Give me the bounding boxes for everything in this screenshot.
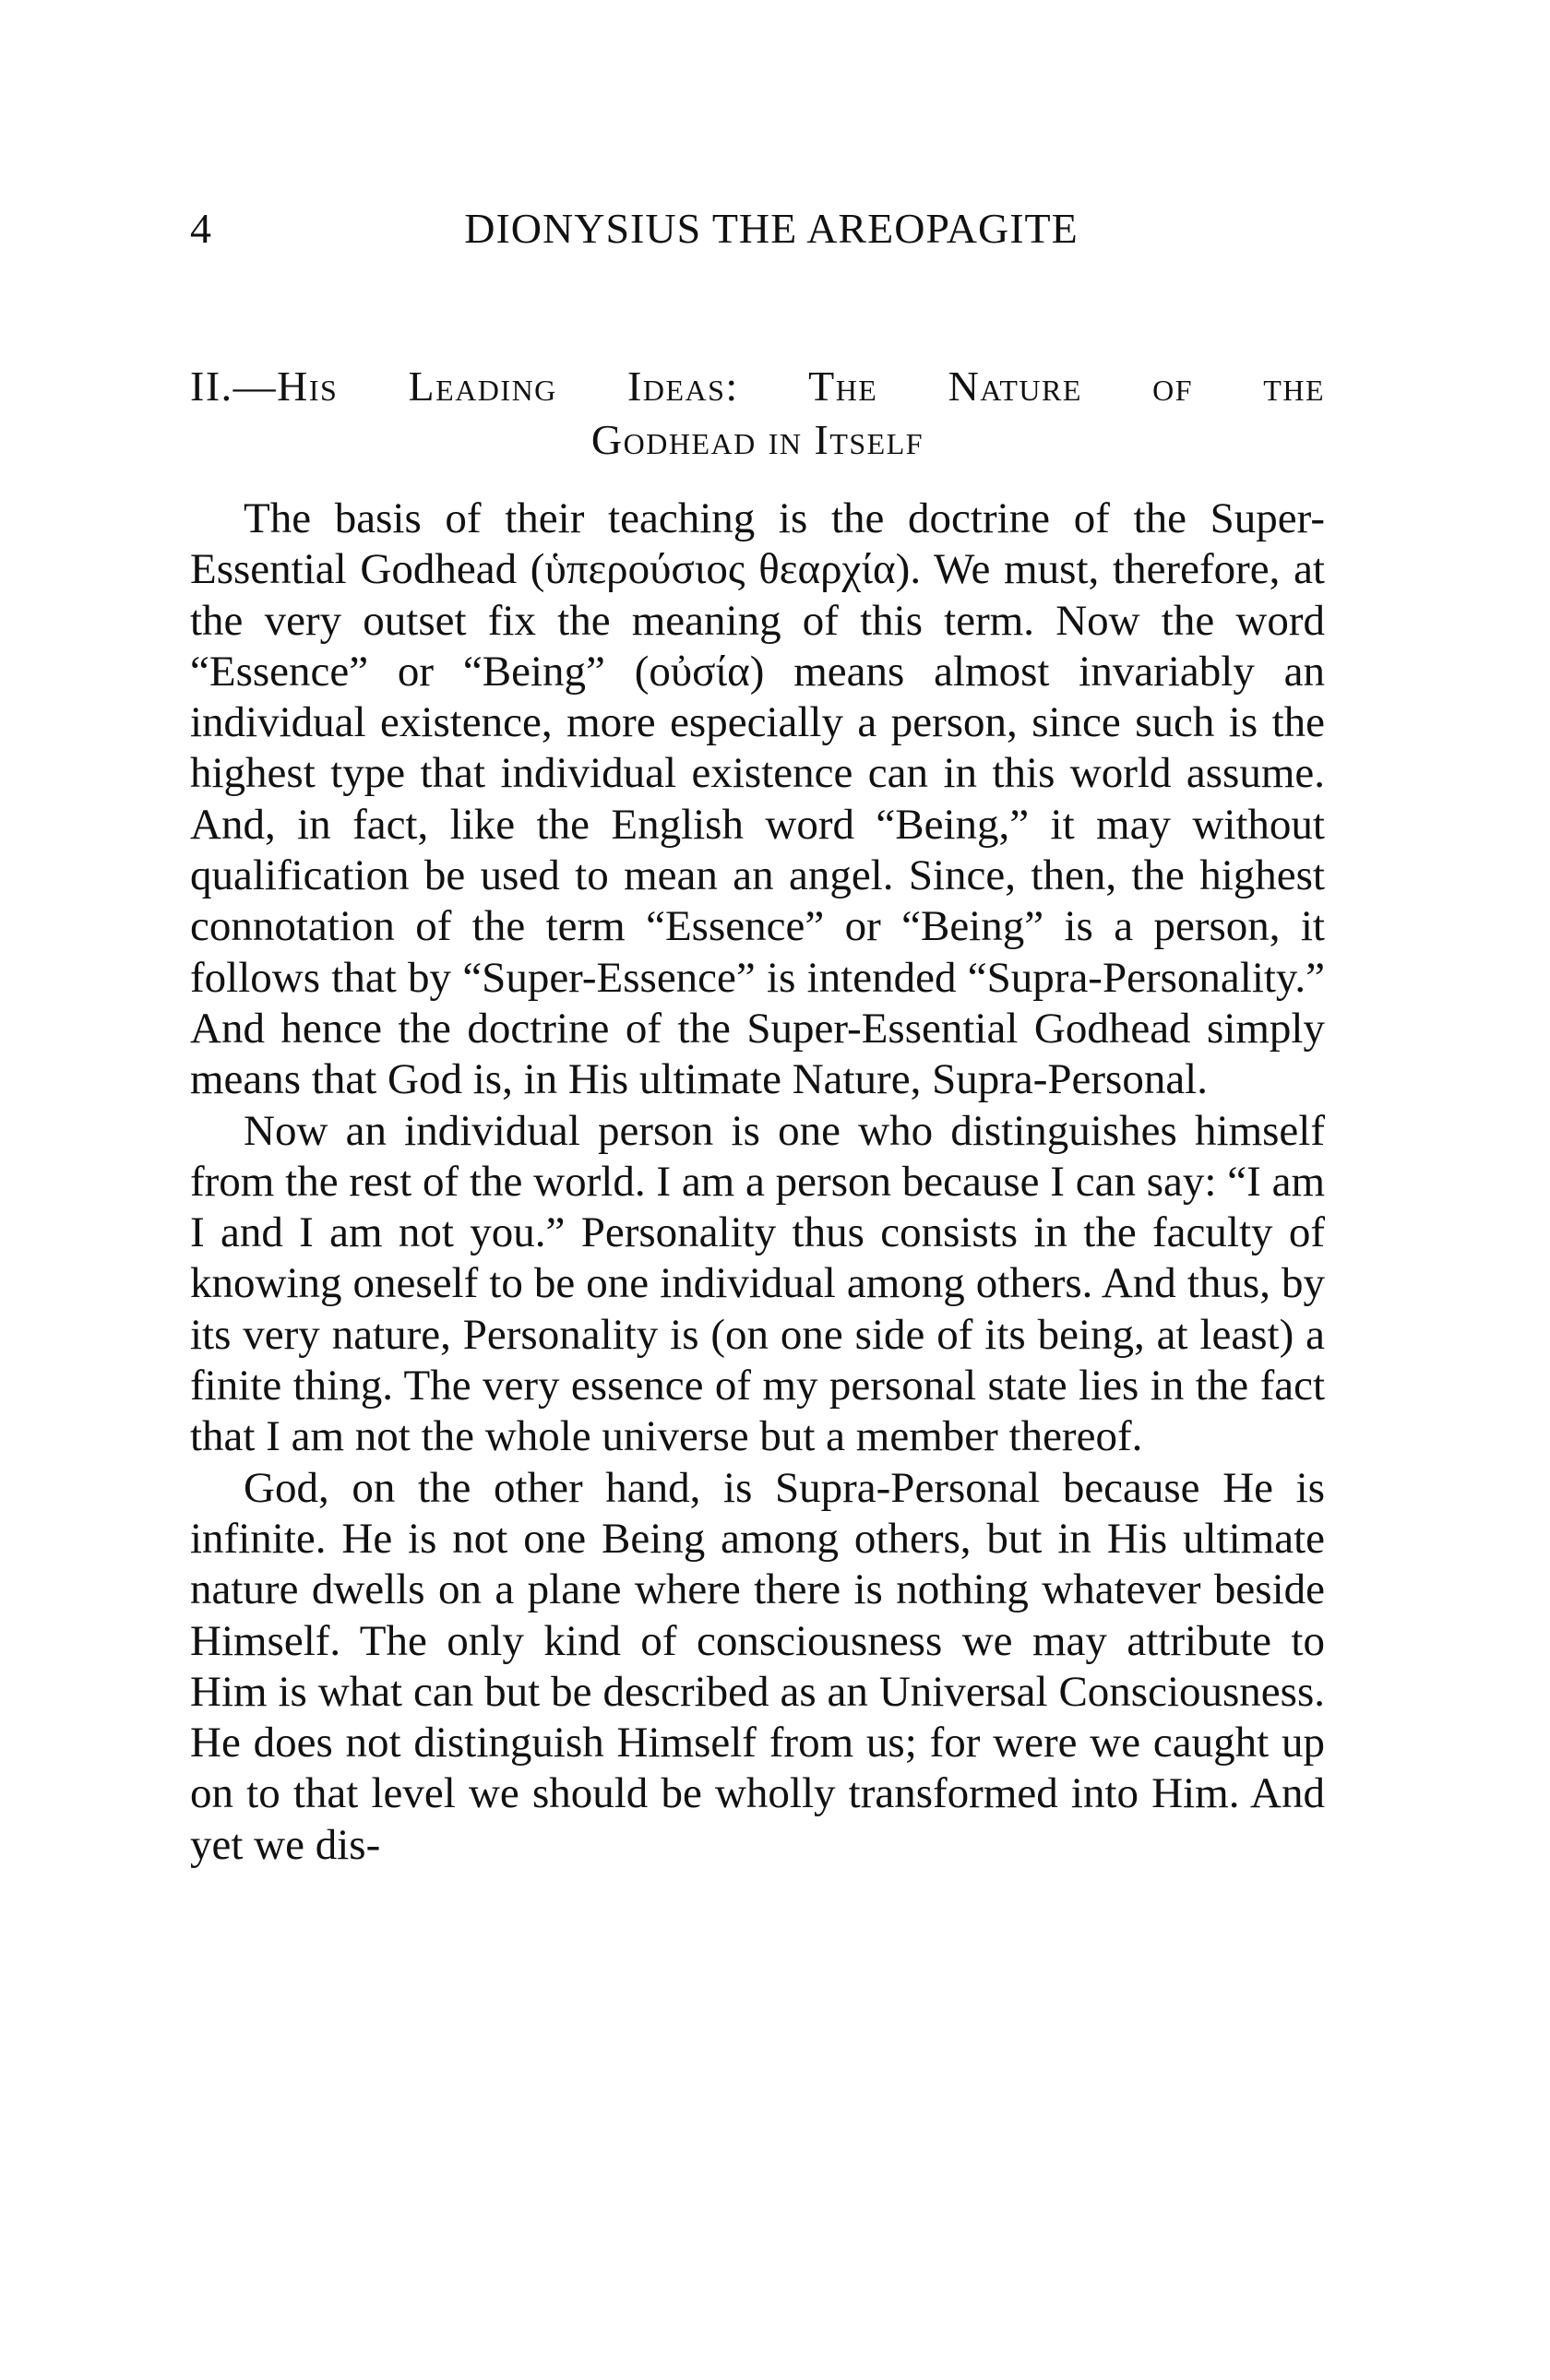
body-text bbox=[190, 494, 1325, 1871]
section-heading-line-1: II.—His Leading Ideas: The Nature of the bbox=[190, 363, 1325, 410]
paragraph: Now an individual person is one who distinguishes himself from the rest of the world. I am a person because I can say: “I am I and I am not you.” Personality thus consists in the faculty of knowing oneself to be one individual among others. And thus, by its very nature, Personality is (on one side of its being, at least) a finite thing. The very essence of my personal state lies in the fact that I am not the whole universe but a member thereof. bbox=[190, 1106, 1325, 1461]
section-heading bbox=[190, 360, 1325, 467]
page-number: 4 bbox=[190, 205, 211, 252]
running-head bbox=[190, 201, 1316, 256]
paragraph: The basis of their teaching is the doctrine of the Super-Essential Godhead (ὑπερούσιος θεαρχία). We must, therefore, at the very outset fix the meaning of this term. Now the word “Essence” or “Being” (οὐσία) means almost invariably an individual existence, more especially a person, since such is the highest type that individual existence can in this world assume. And, in fact, like the English word “Being,” it may without qualification be used to mean an angel. Since, then, the highest connotation of the term “Essence” or “Being” is a person, it follows that by “Super-Essence” is intended “Supra-Personality.” And hence the doctrine of the Super-Essential Godhead simply means that God is, in His ultimate Nature, Supra-Personal. bbox=[190, 494, 1325, 1104]
paragraph: God, on the other hand, is Supra-Personal because He is infinite. He is not one Being among others, but in His ultimate nature dwells on a plane where there is nothing whatever beside Himself. The only kind of consciousness we may attribute to Him is what can but be described as an Universal Consciousness. He does not distinguish Himself from us; for were we caught up on to that level we should be wholly transformed into Him. And yet we dis- bbox=[190, 1463, 1325, 1869]
section-heading-line-2: Godhead in Itself bbox=[590, 416, 924, 463]
running-title: DIONYSIUS THE AREOPAGITE bbox=[464, 205, 1079, 252]
